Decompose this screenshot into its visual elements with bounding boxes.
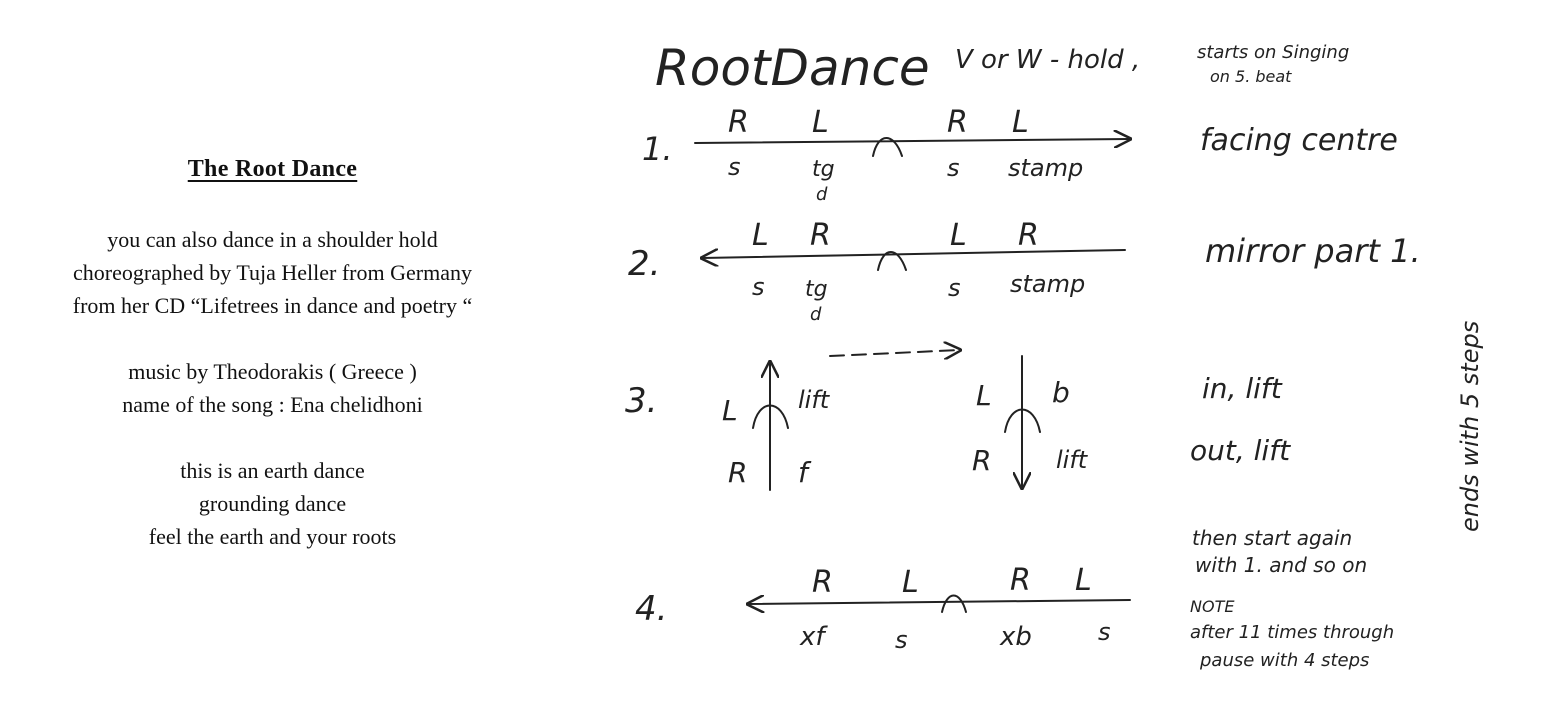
step-label: L: [976, 379, 992, 412]
start-note-line1: starts on Singing: [1197, 42, 1350, 63]
part-note-out: out, lift: [1190, 434, 1291, 467]
start-note-line2: on 5. beat: [1210, 67, 1292, 86]
step-bottom: s: [947, 154, 960, 182]
step-label: R: [728, 456, 748, 489]
step-top: R: [728, 105, 749, 140]
part-number: 4.: [635, 589, 668, 629]
notation-drawing: [560, 0, 1546, 704]
step-label: L: [722, 394, 738, 427]
step-bottom: tg: [805, 277, 828, 302]
repeat-note-line1: then start again: [1192, 526, 1353, 550]
hold-note: V or W - hold ,: [955, 45, 1141, 75]
side-note: ends with 5 steps: [1456, 320, 1484, 532]
part-3: [625, 350, 1291, 490]
step-top: L: [1012, 105, 1029, 140]
description-line: music by Theodorakis ( Greece ): [128, 359, 417, 384]
description-line: grounding dance: [198, 491, 347, 516]
description-line: from her CD “Lifetrees in dance and poetry “: [72, 293, 473, 318]
notation-panel: [560, 0, 1546, 704]
step-bottom: stamp: [1010, 270, 1086, 298]
description-line: name of the song : Ena chelidhoni: [122, 392, 423, 417]
step-top: L: [752, 218, 769, 253]
step-top: R: [812, 565, 833, 600]
description-line: feel the earth and your roots: [148, 524, 397, 549]
part-1: [642, 105, 1398, 205]
part-number: 2.: [628, 244, 661, 284]
description-line: choreographed by Tuja Heller from Germany: [73, 260, 472, 285]
step-bottom: tg: [812, 157, 835, 182]
step-bottom: s: [948, 274, 961, 302]
repeat-note-line2: with 1. and so on: [1195, 553, 1368, 577]
part-4: [635, 526, 1394, 671]
part-note-in: in, lift: [1202, 372, 1282, 405]
traverse-arrow: [830, 350, 960, 356]
direction-arrow: [748, 600, 1130, 604]
step-top: L: [950, 218, 967, 253]
notation-title: RootDance: [655, 39, 930, 97]
description-line: this is an earth dance: [180, 458, 365, 483]
step-label: lift: [798, 386, 830, 414]
step-top: R: [1018, 218, 1039, 253]
step-bottom: s: [728, 153, 741, 181]
pause-note-line1: NOTE: [1190, 597, 1235, 616]
description-line: you can also dance in a shoulder hold: [107, 227, 438, 252]
part-2: [628, 218, 1421, 325]
lift-arc: [942, 596, 966, 613]
step-top: L: [812, 105, 829, 140]
dance-title: The Root Dance: [187, 156, 358, 182]
step-label: b: [1052, 376, 1070, 409]
step-top: L: [902, 565, 919, 600]
step-label: lift: [1056, 446, 1088, 474]
description-panel: [0, 0, 545, 704]
part-note: facing centre: [1200, 123, 1398, 158]
step-sub: d: [810, 304, 822, 325]
part-number: 1.: [642, 130, 673, 168]
pause-note-line2: after 11 times through: [1190, 622, 1395, 643]
part-number: 3.: [625, 381, 658, 421]
step-top: R: [947, 105, 968, 140]
step-bottom: s: [1098, 618, 1111, 646]
step-bottom: xb: [1000, 622, 1032, 652]
step-sub: d: [816, 184, 828, 205]
pause-note-line3: pause with 4 steps: [1200, 650, 1370, 671]
step-label: R: [972, 444, 992, 477]
step-label: f: [798, 456, 808, 489]
step-top: L: [1075, 563, 1092, 598]
step-bottom: stamp: [1008, 154, 1084, 182]
step-top: R: [810, 218, 831, 253]
step-bottom: s: [895, 626, 908, 654]
part-note: mirror part 1.: [1205, 232, 1421, 270]
step-bottom: xf: [800, 622, 825, 652]
step-top: R: [1010, 563, 1031, 598]
direction-arrow: [695, 139, 1130, 143]
step-bottom: s: [752, 273, 765, 301]
